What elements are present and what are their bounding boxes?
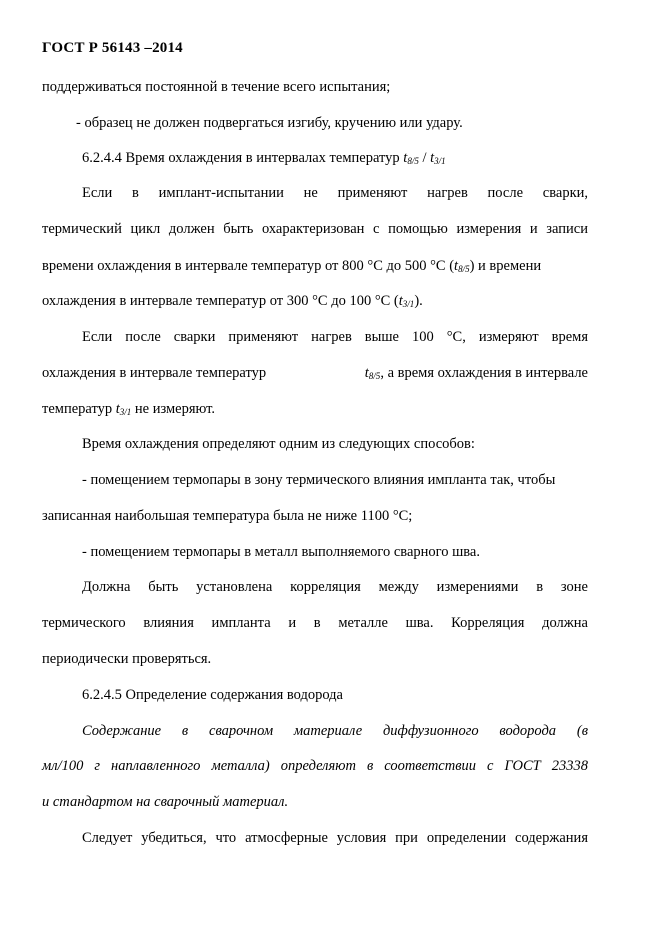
text-line-21: и стандартом на сварочный материал. bbox=[42, 794, 289, 810]
text-segment: охлаждения в интервале температур от 300 °С до 100 °С ( bbox=[42, 293, 399, 309]
text-line-9 bbox=[42, 364, 588, 385]
text-segment: ) и времени bbox=[469, 258, 542, 274]
document-code-header: ГОСТ Р 56143 –2014 bbox=[42, 40, 183, 56]
text-segment: ). bbox=[414, 293, 423, 309]
text-line-15: Должна быть установлена корреляция между измерениями в зоне bbox=[82, 579, 588, 595]
text-line-6 bbox=[42, 257, 588, 278]
symbol-t: t bbox=[398, 293, 403, 309]
text-line-12: - помещением термопары в зону термического влияния импланта так, чтобы bbox=[82, 472, 556, 488]
symbol-t: t bbox=[430, 150, 435, 166]
text-segment: времени охлаждения в интервале температур от 800 °С до 500 °С ( bbox=[42, 258, 455, 274]
section-heading-6-2-4-5: 6.2.4.5 Определение содержания водорода bbox=[82, 687, 343, 703]
symbol-t: t bbox=[403, 150, 408, 166]
text-line-1: поддерживаться постоянной в течение всего испытания; bbox=[42, 79, 391, 95]
symbol-subscript: 8/5 bbox=[458, 264, 470, 274]
text-line-19: Содержание в сварочном материале диффузионного водорода (в bbox=[82, 723, 588, 739]
text-line-8: Если после сварки применяют нагрев выше 100 °С, измеряют время bbox=[82, 329, 588, 345]
text-line-2: - образец не должен подвергаться изгибу, кручению или удару. bbox=[76, 115, 463, 131]
heading-text: 6.2.4.4 Время охлаждения в интервалах температур bbox=[82, 150, 400, 166]
symbol-subscript: 3/1 bbox=[119, 407, 132, 417]
text-segment: температур bbox=[42, 401, 113, 417]
symbol-t: t bbox=[115, 401, 120, 417]
text-segment: , а время охлаждения в интервале bbox=[380, 365, 588, 381]
text-line-10 bbox=[42, 400, 588, 421]
text-line-16: термического влияния импланта и в металле шва. Корреляция должна bbox=[42, 615, 588, 631]
text-segment: охлаждения в интервале температур bbox=[42, 365, 267, 381]
section-heading-6-2-4-4 bbox=[82, 149, 588, 170]
text-line-11: Время охлаждения определяют одним из следующих способов: bbox=[82, 436, 475, 452]
symbol-t: t bbox=[364, 365, 369, 381]
text-line-22: Следует убедиться, что атмосферные условия при определении содержания bbox=[82, 830, 588, 846]
text-segment: не измеряют. bbox=[131, 401, 216, 417]
text-segment-group bbox=[365, 364, 588, 385]
text-line-5: термический цикл должен быть охарактеризован с помощью измерения и записи bbox=[42, 221, 588, 237]
text-line-17: периодически проверяться. bbox=[42, 651, 212, 667]
text-line-4: Если в имплант-испытании не применяют нагрев после сварки, bbox=[82, 185, 588, 201]
text-line-13: записанная наибольшая температура была не ниже 1100 °С; bbox=[42, 508, 413, 524]
text-line-20: мл/100 г наплавленного металла) определяют в соответствии с ГОСТ 23338 bbox=[42, 758, 588, 774]
symbol-subscript: 8/5 bbox=[368, 371, 381, 381]
symbol-subscript: 8/5 bbox=[407, 156, 419, 166]
text-line-7 bbox=[42, 292, 588, 313]
symbol-subscript: 3/1 bbox=[434, 156, 446, 166]
symbol-t: t bbox=[454, 258, 459, 274]
text-line-14: - помещением термопары в металл выполняемого сварного шва. bbox=[82, 544, 480, 560]
separator: / bbox=[418, 150, 431, 166]
symbol-subscript: 3/1 bbox=[402, 299, 415, 309]
